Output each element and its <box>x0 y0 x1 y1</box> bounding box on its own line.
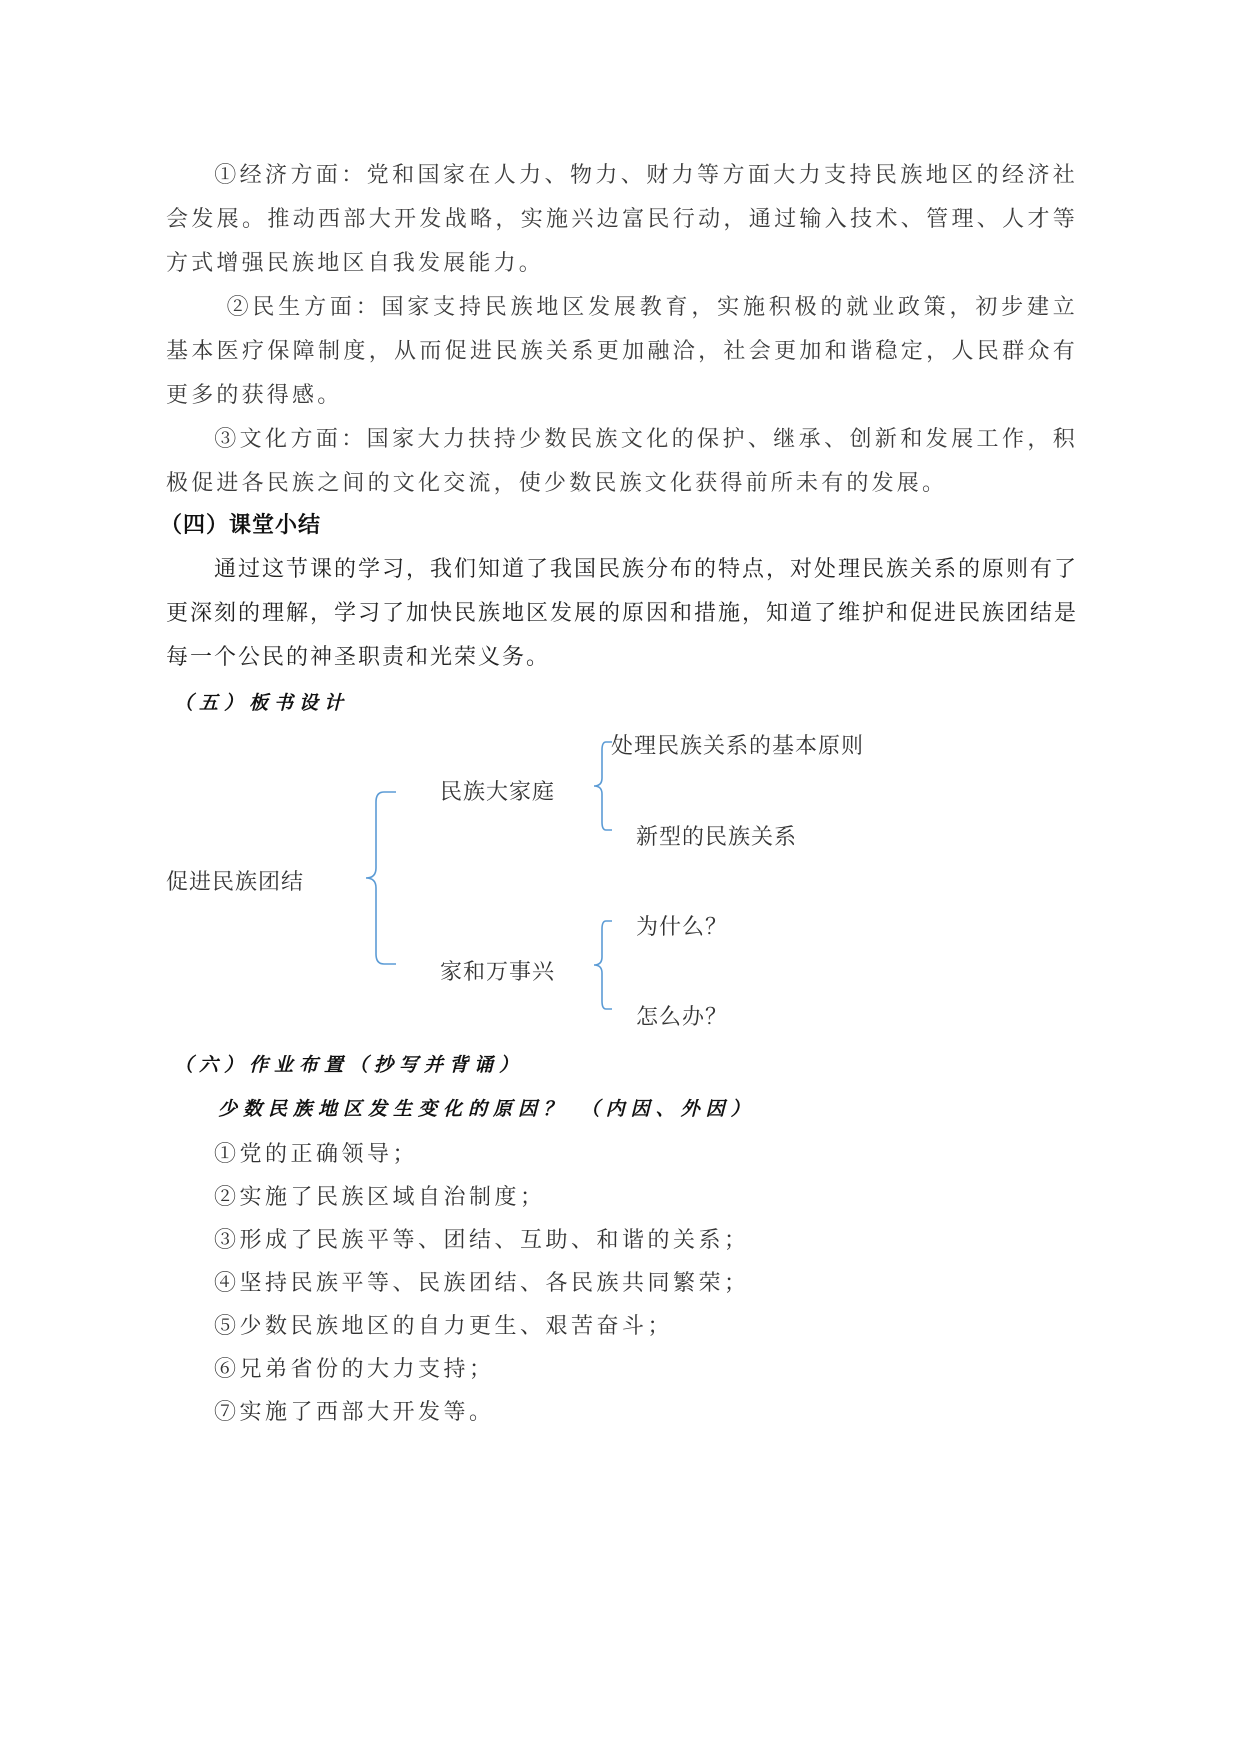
diagram-leaf-new-relations: 新型的民族关系 <box>636 825 798 850</box>
diagram-branch-family: 民族大家庭 <box>440 780 556 805</box>
diagram-leaf-why: 为什么？ <box>636 915 729 940</box>
section4-heading: （四）课堂小结 <box>160 513 322 538</box>
branch1-brace <box>594 742 612 830</box>
root-brace <box>366 792 396 964</box>
section5-heading: （五）板书设计 <box>174 692 350 714</box>
list-item: ⑤少数民族地区的自力更生、艰苦奋斗； <box>214 1314 674 1339</box>
homework-question: 少数民族地区发生变化的原因？ （内因、外因） <box>218 1098 756 1120</box>
diagram-leaf-principles: 处理民族关系的基本原则 <box>611 734 865 759</box>
list-item: ④坚持民族平等、民族团结、各民族共同繁荣； <box>214 1271 750 1296</box>
diagram-root: 促进民族团结 <box>166 870 305 895</box>
list-item: ③形成了民族平等、团结、互助、和谐的关系； <box>214 1228 750 1253</box>
branch2-brace <box>594 921 612 1009</box>
class-summary-text: 通过这节课的学习，我们知道了我国民族分布的特点，对处理民族关系的原则有了更深刻的理解，学习了加快民族地区发展的原因和措施，知道了维护和促进民族团结是每一个公民的神圣职责和光荣义务。 <box>166 557 1079 670</box>
list-item: ①党的正确领导； <box>214 1142 419 1167</box>
paragraph-culture: ③文化方面：国家大力扶持少数民族文化的保护、继承、创新和发展工作，积极促进各民族之间的文化交流，使少数民族文化获得前所未有的发展。 <box>166 427 1078 496</box>
paragraph-economy: ①经济方面：党和国家在人力、物力、财力等方面大力支持民族地区的经济社会发展。推动西部大开发战略，实施兴边富民行动，通过输入技术、管理、人才等方式增强民族地区自我发展能力。 <box>166 163 1078 276</box>
list-item: ⑥兄弟省份的大力支持； <box>214 1357 495 1382</box>
section6-heading: （六）作业布置（抄写并背诵） <box>174 1054 525 1076</box>
diagram-leaf-how: 怎么办？ <box>636 1005 729 1030</box>
list-item: ②实施了民族区域自治制度； <box>214 1185 546 1210</box>
list-item: ⑦实施了西部大开发等。 <box>214 1400 495 1425</box>
paragraph-livelihood: ②民生方面：国家支持民族地区发展教育，实施积极的就业政策，初步建立基本医疗保障制度，从而促进民族关系更加融洽，社会更加和谐稳定，人民群众有更多的获得感。 <box>166 295 1078 408</box>
diagram-branch-harmony: 家和万事兴 <box>440 960 556 985</box>
